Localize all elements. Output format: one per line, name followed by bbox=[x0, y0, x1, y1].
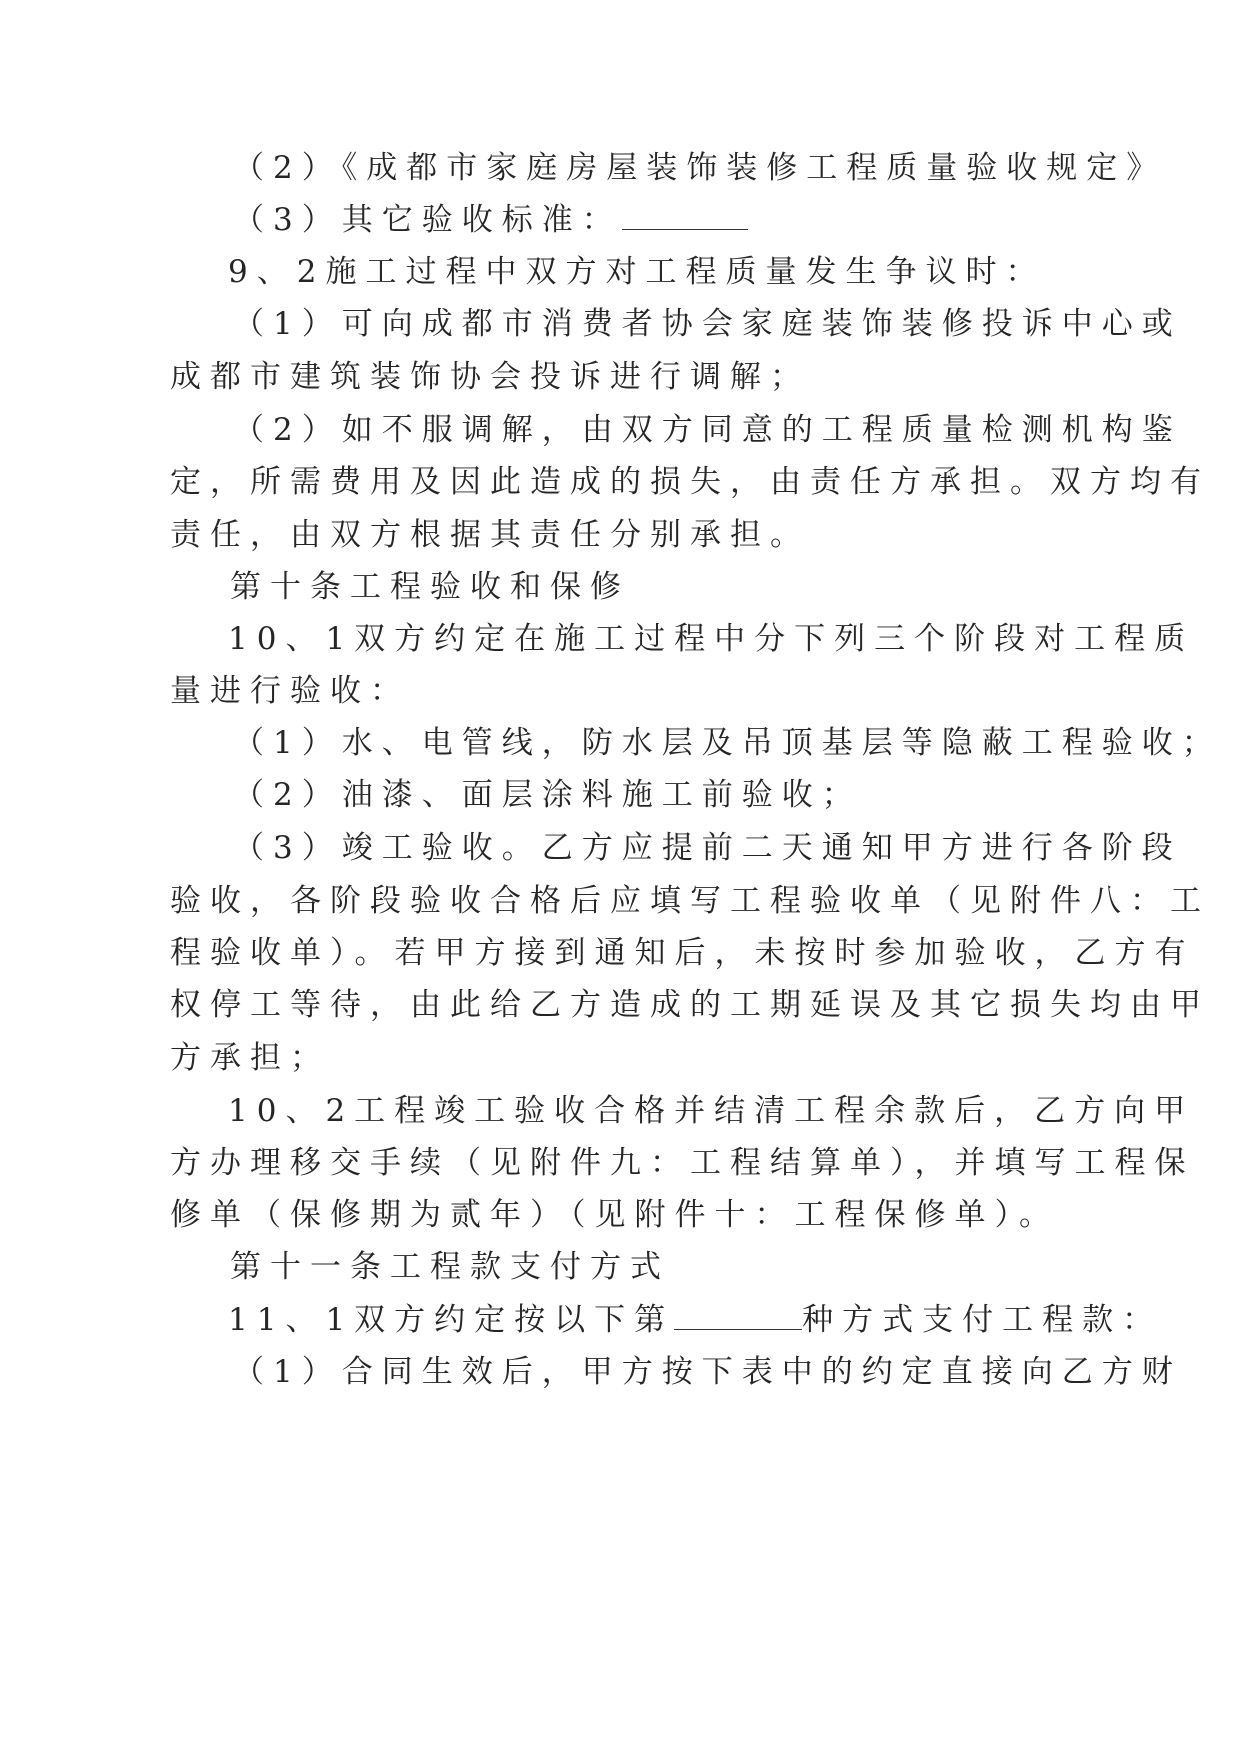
text-line: 量进行验收： bbox=[170, 673, 410, 709]
text-line-label: （3）其它验收标准： bbox=[233, 202, 622, 238]
section-heading: 第十条工程验收和保修 bbox=[230, 569, 630, 605]
text-line: 权停工等待，由此给乙方造成的工期延误及其它损失均由甲 bbox=[170, 987, 1210, 1023]
text-line: （2）油漆、面层涂料施工前验收； bbox=[233, 777, 862, 813]
text-line: （2）如不服调解，由双方同意的工程质量检测机构鉴 bbox=[233, 412, 1182, 448]
text-line: （3）竣工验收。乙方应提前二天通知甲方进行各阶段 bbox=[233, 830, 1182, 866]
text-line: 方承担； bbox=[170, 1040, 330, 1076]
text-line: 修单（保修期为贰年）（见附件十：工程保修单）。 bbox=[170, 1197, 1059, 1233]
blank-field bbox=[674, 1301, 802, 1330]
text-line: 9、2施工过程中双方对工程质量发生争议时： bbox=[228, 254, 1046, 290]
text-line: 10、2工程竣工验收合格并结清工程余款后，乙方向甲 bbox=[228, 1093, 1195, 1129]
text-line: 程验收单）。若甲方接到通知后，未按时参加验收，乙方有 bbox=[170, 935, 1195, 971]
text-line-label: 11、1双方约定按以下第 bbox=[228, 1302, 675, 1338]
text-line bbox=[233, 200, 748, 240]
text-line: （1）水、电管线，防水层及吊顶基层等隐蔽工程验收； bbox=[233, 725, 1222, 761]
text-line: 验收，各阶段验收合格后应填写工程验收单（见附件八：工 bbox=[170, 883, 1210, 919]
text-line: 成都市建筑装饰协会投诉进行调解； bbox=[170, 359, 810, 395]
text-line-label: 种方式支付工程款： bbox=[802, 1302, 1163, 1338]
text-line: 10、1双方约定在施工过程中分下列三个阶段对工程质 bbox=[228, 621, 1195, 657]
text-line: （1）可向成都市消费者协会家庭装饰装修投诉中心或 bbox=[233, 306, 1182, 342]
text-line: 责任，由双方根据其责任分别承担。 bbox=[170, 517, 810, 553]
text-line: 定，所需费用及因此造成的损失，由责任方承担。双方均有 bbox=[170, 464, 1210, 500]
text-line: （1）合同生效后，甲方按下表中的约定直接向乙方财 bbox=[233, 1354, 1182, 1390]
text-line: 方办理移交手续（见附件九：工程结算单），并填写工程保 bbox=[170, 1145, 1195, 1181]
text-line: （2）《成都市家庭房屋装饰装修工程质量验收规定》 bbox=[233, 150, 1167, 186]
text-line bbox=[228, 1300, 1162, 1340]
section-heading: 第十一条工程款支付方式 bbox=[230, 1249, 670, 1285]
blank-field bbox=[622, 201, 748, 230]
